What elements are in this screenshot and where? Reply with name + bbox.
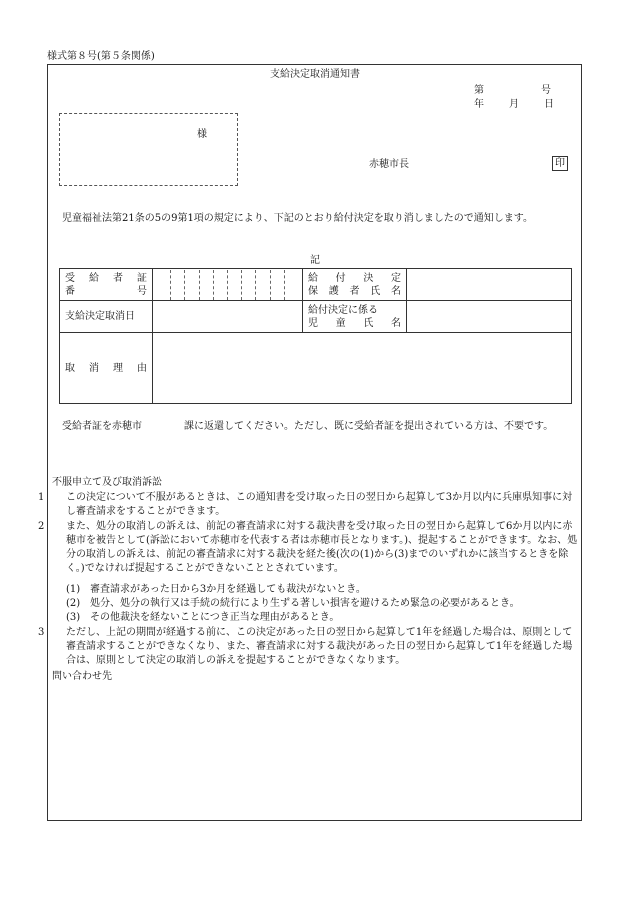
return-note: 受給者証を赤穂市 課に返還してください。ただし、既に受給者証を提出されている方は、不要です。 [62, 421, 554, 432]
document-title: 支給決定取消通知書 [270, 69, 360, 80]
reason-label: 取 消 理 由 [65, 362, 147, 374]
cancel-date-label-cell [60, 301, 153, 333]
number-dai: 第 [474, 85, 484, 96]
recipient-cert-number-cell [153, 269, 303, 301]
cancel-date-value [153, 301, 303, 333]
info-table [59, 268, 572, 404]
appeal-subitem-3: (3) その他裁決を経ないことにつき正当な理由があるとき。 [66, 612, 340, 623]
appeal-item-2: 2 また、処分の取消しの訴えは、前記の審査請求に対する裁決書を受け取った日の翌日から起算して6か月以内に赤穂市を被告として(訴訟において赤穂市を代表する者は赤穂市長となります。)、提起することができます。なお、処分の取消しの訴えは、前記の審査請求に対する裁決を経た後(次の(1)から(3)までのいずれかに該当するときを除く。)でなければ提起することができないこととされています。 [38, 521, 578, 574]
appeal-subitem-1: (1) 審査請求があった日から3か月を経過しても裁決がないとき。 [66, 584, 366, 595]
child-name-value [407, 301, 572, 333]
appeal-item-3: 3 ただし、上記の期間が経過する前に、この決定があった日の翌日から起算して1年を経過した場合は、原則として審査請求することができなくなり、また、審査請求に対する裁決があった日の翌日から起算して1年を経過した場合は、原則として決定の取消しの訴えを提起することができなくなります。 [38, 627, 573, 666]
child-label-cell [303, 301, 407, 333]
appeal-item-1: 1 この決定について不服があるときは、この通知書を受け取った日の翌日から起算して3か月以内に兵庫県知事に対し審査請求をすることができます。 [38, 492, 573, 517]
child-label-line2: 児 童 氏 名 [308, 317, 401, 329]
digit-boxes [157, 270, 298, 300]
date-month: 月 [509, 99, 519, 110]
contact-label: 問い合わせ先 [52, 671, 112, 682]
reason-label-cell [60, 333, 153, 404]
reason-value [153, 333, 572, 404]
guardian-label-line2: 保 護 者 氏 名 [308, 285, 401, 297]
recipient-cert-label-line2: 番 号 [65, 285, 147, 297]
guardian-label-cell [303, 269, 407, 301]
intro-paragraph: 児童福祉法第21条の5の9第1項の規定により、下記のとおり給付決定を取り消しましたので通知します。 [62, 213, 534, 224]
appeal-heading: 不服申立て及び取消訴訟 [52, 477, 162, 488]
recipient-cert-label-cell [60, 269, 153, 301]
date-year: 年 [474, 99, 484, 110]
seal-stamp: 印 [552, 156, 568, 171]
ki-heading: 記 [310, 255, 320, 266]
child-label-line1: 給付決定に係る [308, 304, 378, 316]
recipient-cert-label-line1: 受 給 者 証 [65, 272, 147, 284]
form-number-label: 様式第８号(第５条関係) [47, 51, 155, 62]
guardian-label-line1: 給 付 決 定 [308, 272, 401, 284]
addressee-honorific: 様 [197, 129, 207, 140]
date-day: 日 [544, 99, 554, 110]
number-go: 号 [541, 85, 551, 96]
issuer-name: 赤穂市長 [369, 159, 409, 170]
guardian-name-value [407, 269, 572, 301]
cancel-date-label: 支給決定取消日 [65, 311, 135, 322]
appeal-subitem-2: (2) 処分、処分の執行又は手続の続行により生ずる著しい損害を避けるため緊急の必要があるとき。 [66, 598, 520, 609]
addressee-box [59, 113, 238, 186]
